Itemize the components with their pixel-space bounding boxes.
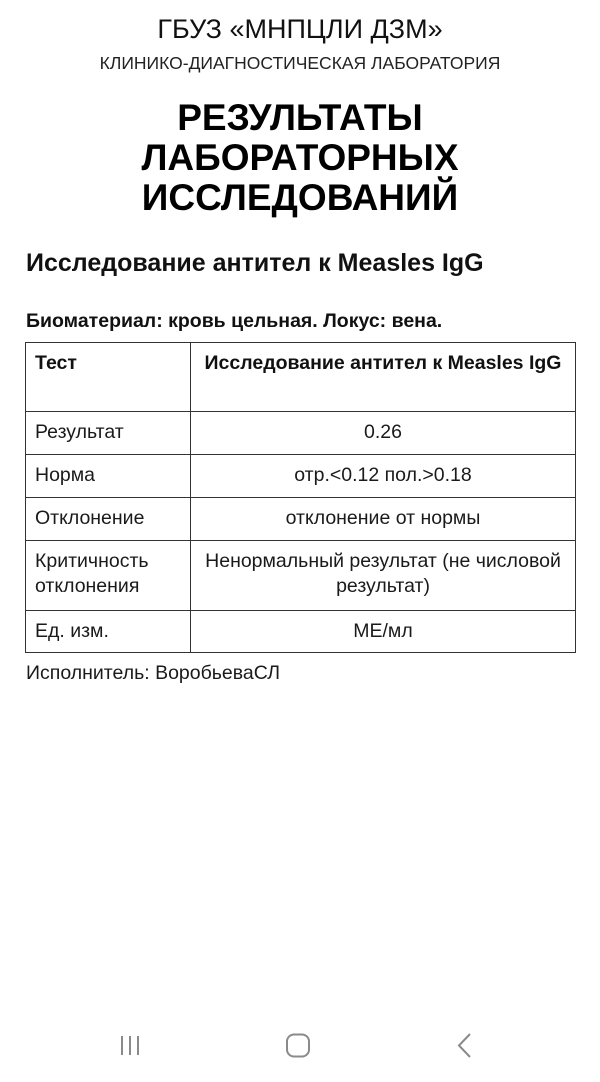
department-name: КЛИНИКО-ДИАГНОСТИЧЕСКАЯ ЛАБОРАТОРИЯ — [99, 53, 501, 73]
row-value: МЕ/мл — [191, 611, 576, 653]
performer-info: Исполнитель: ВоробьеваСЛ — [26, 662, 280, 684]
recent-apps-icon — [115, 1031, 145, 1061]
table-row-result — [26, 412, 576, 455]
table-row-deviation — [26, 498, 576, 541]
back-icon — [451, 1031, 481, 1061]
row-label: Норма — [26, 455, 191, 498]
row-label: Ед. изм. — [26, 611, 191, 653]
document-title-line-2: ЛАБОРАТОРНЫХ — [141, 137, 459, 178]
document-title-line-1: РЕЗУЛЬТАТЫ — [177, 97, 423, 138]
recent-apps-button[interactable] — [100, 1016, 160, 1076]
back-button[interactable] — [436, 1016, 496, 1076]
row-value: отклонение от нормы — [191, 498, 576, 541]
row-label: Тест — [26, 343, 191, 412]
home-button[interactable] — [268, 1016, 328, 1076]
table-row-unit — [26, 611, 576, 653]
row-label: Отклонение — [26, 498, 191, 541]
table-row-norm — [26, 455, 576, 498]
row-label: Критичность отклонения — [26, 541, 191, 611]
document-title — [0, 98, 600, 218]
row-label: Результат — [26, 412, 191, 455]
test-name-heading: Исследование антител к Measles IgG — [26, 249, 484, 277]
row-value: Исследование антител к Measles IgG — [191, 343, 576, 412]
document-title-line-3: ИССЛЕДОВАНИЙ — [141, 177, 459, 218]
row-value: Ненормальный результат (не числовой результат) — [191, 541, 576, 611]
home-icon — [283, 1031, 313, 1061]
row-value: 0.26 — [191, 412, 576, 455]
biomaterial-info: Биоматериал: кровь цельная. Локус: вена. — [26, 310, 443, 332]
system-navigation-bar — [0, 1016, 600, 1076]
table-row-test — [26, 343, 576, 412]
table-row-criticality — [26, 541, 576, 611]
results-table — [25, 342, 576, 653]
organization-name: ГБУЗ «МНПЦЛИ ДЗМ» — [157, 14, 443, 44]
row-value: отр.<0.12 пол.>0.18 — [191, 455, 576, 498]
